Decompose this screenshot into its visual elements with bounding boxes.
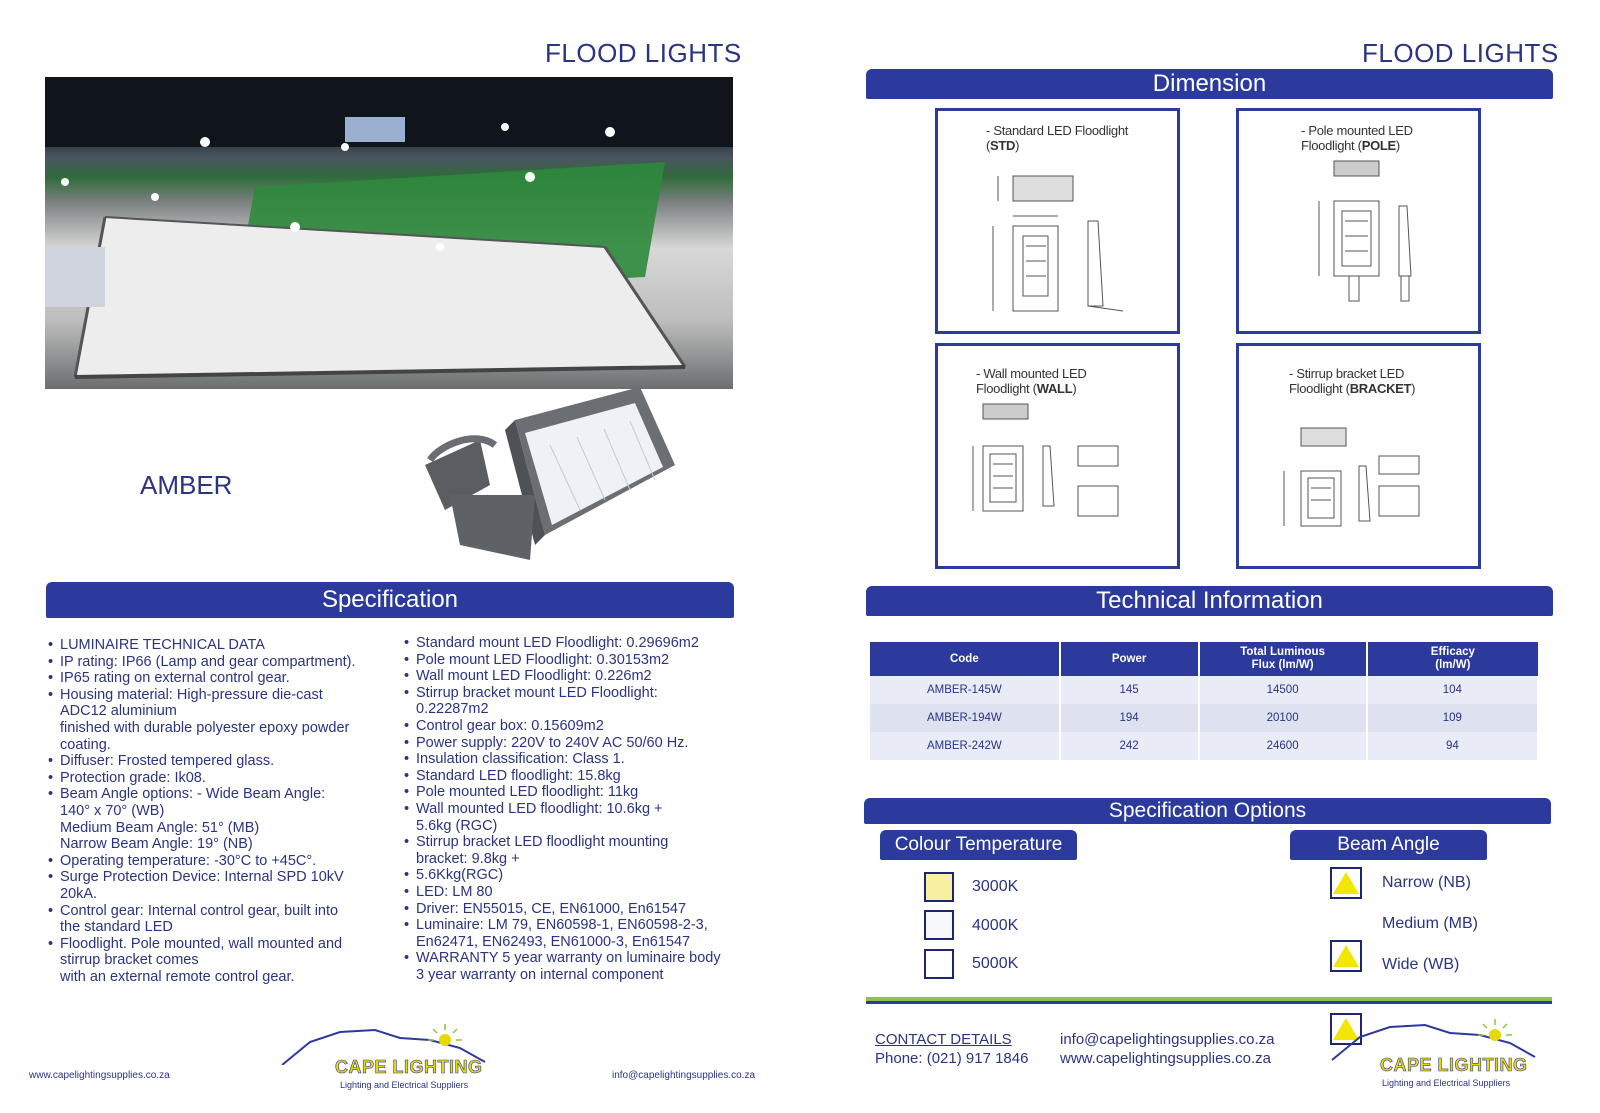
beam-narrow-option[interactable]	[1330, 867, 1362, 899]
spec-item: • Floodlight. Pole mounted, wall mounted and stirrup bracket comes with an external remote control gear.	[46, 936, 386, 986]
cell-efficacy: 104	[1367, 676, 1538, 704]
col-header-flux: Total Luminous Flux (lm/W)	[1199, 642, 1367, 676]
technical-table	[870, 642, 1539, 760]
dimension-box-std	[935, 108, 1180, 334]
std-drawing-icon	[938, 111, 1177, 331]
beam-label-medium: Medium (MB)	[1382, 915, 1479, 932]
left-logo-tagline: Lighting and Electrical Suppliers	[340, 1080, 469, 1090]
dimension-label-pole: - Pole mounted LED Floodlight (POLE)	[1301, 123, 1413, 153]
product-floodlight-image	[420, 385, 690, 570]
spec-column-1	[46, 637, 386, 985]
col-header-power: Power	[1060, 642, 1199, 676]
footer-divider-blue	[866, 1001, 1552, 1004]
spec-item: • 5.6Kkg(RGC)	[402, 867, 747, 884]
option-label-5000k: 5000K	[972, 955, 1019, 972]
specification-options-header: Specification Options	[864, 798, 1551, 824]
spec-item: • Standard LED floodlight: 15.8kg	[402, 768, 747, 785]
table-row	[870, 732, 1538, 760]
cell-power: 194	[1060, 704, 1199, 732]
dimension-box-bracket	[1236, 343, 1481, 569]
spec-item: • Protection grade: Ik08.	[46, 770, 386, 787]
left-logo	[280, 1020, 490, 1095]
right-logo	[1330, 1015, 1540, 1095]
col-header-code: Code	[870, 642, 1060, 676]
spec-item: • Pole mount LED Floodlight: 0.30153m2	[402, 652, 747, 669]
cell-power: 242	[1060, 732, 1199, 760]
option-label-3000k: 3000K	[972, 878, 1019, 895]
spec-item: • Surge Protection Device: Internal SPD 10kV 20kA.	[46, 869, 386, 902]
swatch-4000k[interactable]	[924, 910, 954, 940]
dimension-label-std: - Standard LED Floodlight (STD)	[986, 123, 1129, 153]
left-footer-email[interactable]: info@capelightingsupplies.co.za	[612, 1070, 756, 1081]
spec-item: • LED: LM 80	[402, 884, 747, 901]
spec-item: • Driver: EN55015, CE, EN61000, En61547	[402, 901, 747, 918]
triangle-icon	[1333, 945, 1359, 967]
cell-code: AMBER-242W	[870, 732, 1060, 760]
cell-flux: 20100	[1199, 704, 1367, 732]
technical-table-wrapper	[870, 642, 1539, 760]
pole-drawing-icon	[1239, 111, 1478, 331]
spec-item: • Insulation classification: Class 1.	[402, 751, 747, 768]
cell-flux: 24600	[1199, 732, 1367, 760]
product-name: AMBER	[140, 470, 233, 500]
sports-court-photo	[45, 77, 733, 389]
wall-drawing-icon	[938, 346, 1177, 566]
spec-item: • Beam Angle options: - Wide Beam Angle: 140° x 70° (WB) Medium Beam Angle: 51° (MB) Narrow Beam Angle: 19° (NB)	[46, 786, 386, 852]
cell-power: 145	[1060, 676, 1199, 704]
spec-item: • Stirrup bracket mount LED Floodlight: 0.22287m2	[402, 685, 747, 718]
dimension-header: Dimension	[866, 69, 1553, 99]
colour-temperature-header: Colour Temperature	[880, 830, 1077, 860]
cell-efficacy: 109	[1367, 704, 1538, 732]
spec-column-2	[402, 635, 747, 983]
spec-item: • LUMINAIRE TECHNICAL DATA	[46, 637, 386, 654]
spec-item: • Control gear box: 0.15609m2	[402, 718, 747, 735]
dimension-label-bracket: - Stirrup bracket LED Floodlight (BRACKET)	[1289, 366, 1416, 396]
table-row	[870, 676, 1538, 704]
court-illustration	[45, 77, 733, 389]
spec-item: • IP rating: IP66 (Lamp and gear compartment).	[46, 654, 386, 671]
left-page-title: FLOOD LIGHTS	[545, 38, 742, 68]
table-row	[870, 704, 1538, 732]
cell-flux: 14500	[1199, 676, 1367, 704]
spec-item: • Power supply: 220V to 240V AC 50/60 Hz.	[402, 735, 747, 752]
beam-label-wide: Wide (WB)	[1382, 956, 1460, 973]
spec-item: • Standard mount LED Floodlight: 0.29696m2	[402, 635, 747, 652]
left-footer-website[interactable]: www.capelightingsupplies.co.za	[29, 1070, 170, 1081]
spec-item: • Stirrup bracket LED floodlight mounting bracket: 9.8kg +	[402, 834, 747, 867]
spec-item: • Housing material: High-pressure die-cast ADC12 aluminium finished with durable polyester epoxy powder coating.	[46, 687, 386, 753]
bracket-drawing-icon	[1239, 346, 1478, 566]
cell-code: AMBER-145W	[870, 676, 1060, 704]
spec-item: • Operating temperature: -30°C to +45C°.	[46, 853, 386, 870]
spec-list-2	[402, 635, 747, 983]
spec-item: • Pole mounted LED floodlight: 11kg	[402, 784, 747, 801]
contact-email[interactable]: info@capelightingsupplies.co.za	[1060, 1031, 1275, 1048]
triangle-icon	[1333, 872, 1359, 894]
spec-item: • Wall mount LED Floodlight: 0.226m2	[402, 668, 747, 685]
option-label-4000k: 4000K	[972, 917, 1019, 934]
beam-label-narrow: Narrow (NB)	[1382, 874, 1471, 891]
swatch-3000k[interactable]	[924, 872, 954, 902]
col-header-efficacy: Efficacy (lm/W)	[1367, 642, 1538, 676]
spec-item: • IP65 rating on external control gear.	[46, 670, 386, 687]
spec-item: • Diffuser: Frosted tempered glass.	[46, 753, 386, 770]
dimension-box-pole	[1236, 108, 1481, 334]
beam-medium-option[interactable]	[1330, 940, 1362, 972]
right-logo-name: CAPE LIGHTING	[1380, 1055, 1528, 1075]
spec-item: • Control gear: Internal control gear, built into the standard LED	[46, 903, 386, 936]
contact-phone[interactable]: Phone: (021) 917 1846	[875, 1050, 1029, 1067]
right-page-title: FLOOD LIGHTS	[1362, 38, 1559, 68]
contact-website[interactable]: www.capelightingsupplies.co.za	[1060, 1050, 1271, 1067]
cell-efficacy: 94	[1367, 732, 1538, 760]
beam-angle-header: Beam Angle	[1290, 830, 1487, 860]
spec-item: • Wall mounted LED floodlight: 10.6kg + 5.6kg (RGC)	[402, 801, 747, 834]
cell-code: AMBER-194W	[870, 704, 1060, 732]
spec-item: • Luminaire: LM 79, EN60598-1, EN60598-2-3, En62471, EN62493, EN61000-3, En61547	[402, 917, 747, 950]
right-logo-tagline: Lighting and Electrical Suppliers	[1382, 1078, 1511, 1088]
technical-information-header: Technical Information	[866, 586, 1553, 616]
contact-title: CONTACT DETAILS	[875, 1031, 1012, 1048]
swatch-5000k[interactable]	[924, 949, 954, 979]
dimension-label-wall: - Wall mounted LED Floodlight (WALL)	[976, 366, 1087, 396]
left-logo-name: CAPE LIGHTING	[335, 1057, 483, 1077]
dimension-box-wall	[935, 343, 1180, 569]
table-header-row	[870, 642, 1538, 676]
specification-header: Specification	[46, 582, 734, 618]
spec-list-1	[46, 637, 386, 985]
spec-item: • WARRANTY 5 year warranty on luminaire body 3 year warranty on internal component	[402, 950, 747, 983]
